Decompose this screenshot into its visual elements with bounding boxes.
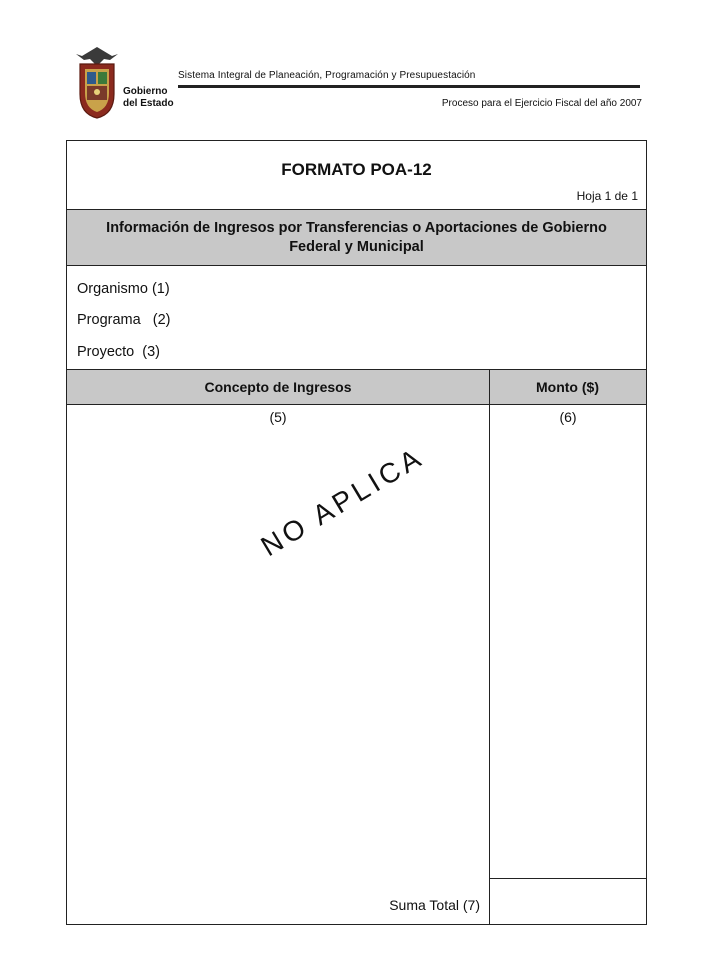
total-row-line xyxy=(489,878,646,879)
field-proyecto: Proyecto (3) xyxy=(77,344,160,360)
form-title: FORMATO POA-12 xyxy=(281,160,432,179)
gobierno-line1: Gobierno xyxy=(123,86,168,97)
column-divider xyxy=(489,369,490,925)
header-rule xyxy=(178,85,640,88)
form-title-box xyxy=(67,141,646,210)
field-organismo: Organismo (1) xyxy=(77,281,170,297)
table-header xyxy=(67,369,646,405)
section-title: Información de Ingresos por Transferencias o Aportaciones de Gobierno Federal y Municipal xyxy=(67,209,646,266)
monto-ref: (6) xyxy=(559,409,577,425)
gobierno-line2: del Estado xyxy=(123,98,174,109)
column-header-concepto: Concepto de Ingresos xyxy=(204,379,352,395)
concepto-ref: (5) xyxy=(269,409,287,425)
poa-form xyxy=(66,140,647,925)
state-coat-of-arms-icon xyxy=(74,44,120,120)
no-aplica-watermark: NO APLICA xyxy=(255,440,430,563)
field-programa: Programa (2) xyxy=(77,312,171,328)
government-label xyxy=(123,86,174,110)
page-indicator: Hoja 1 de 1 xyxy=(576,189,638,203)
column-header-monto: Monto ($) xyxy=(536,379,599,395)
system-title: Sistema Integral de Planeación, Programación y Presupuestación xyxy=(178,70,476,81)
total-label: Suma Total (7) xyxy=(389,897,480,913)
fiscal-process-line: Proceso para el Ejercicio Fiscal del año 2007 xyxy=(441,98,642,109)
